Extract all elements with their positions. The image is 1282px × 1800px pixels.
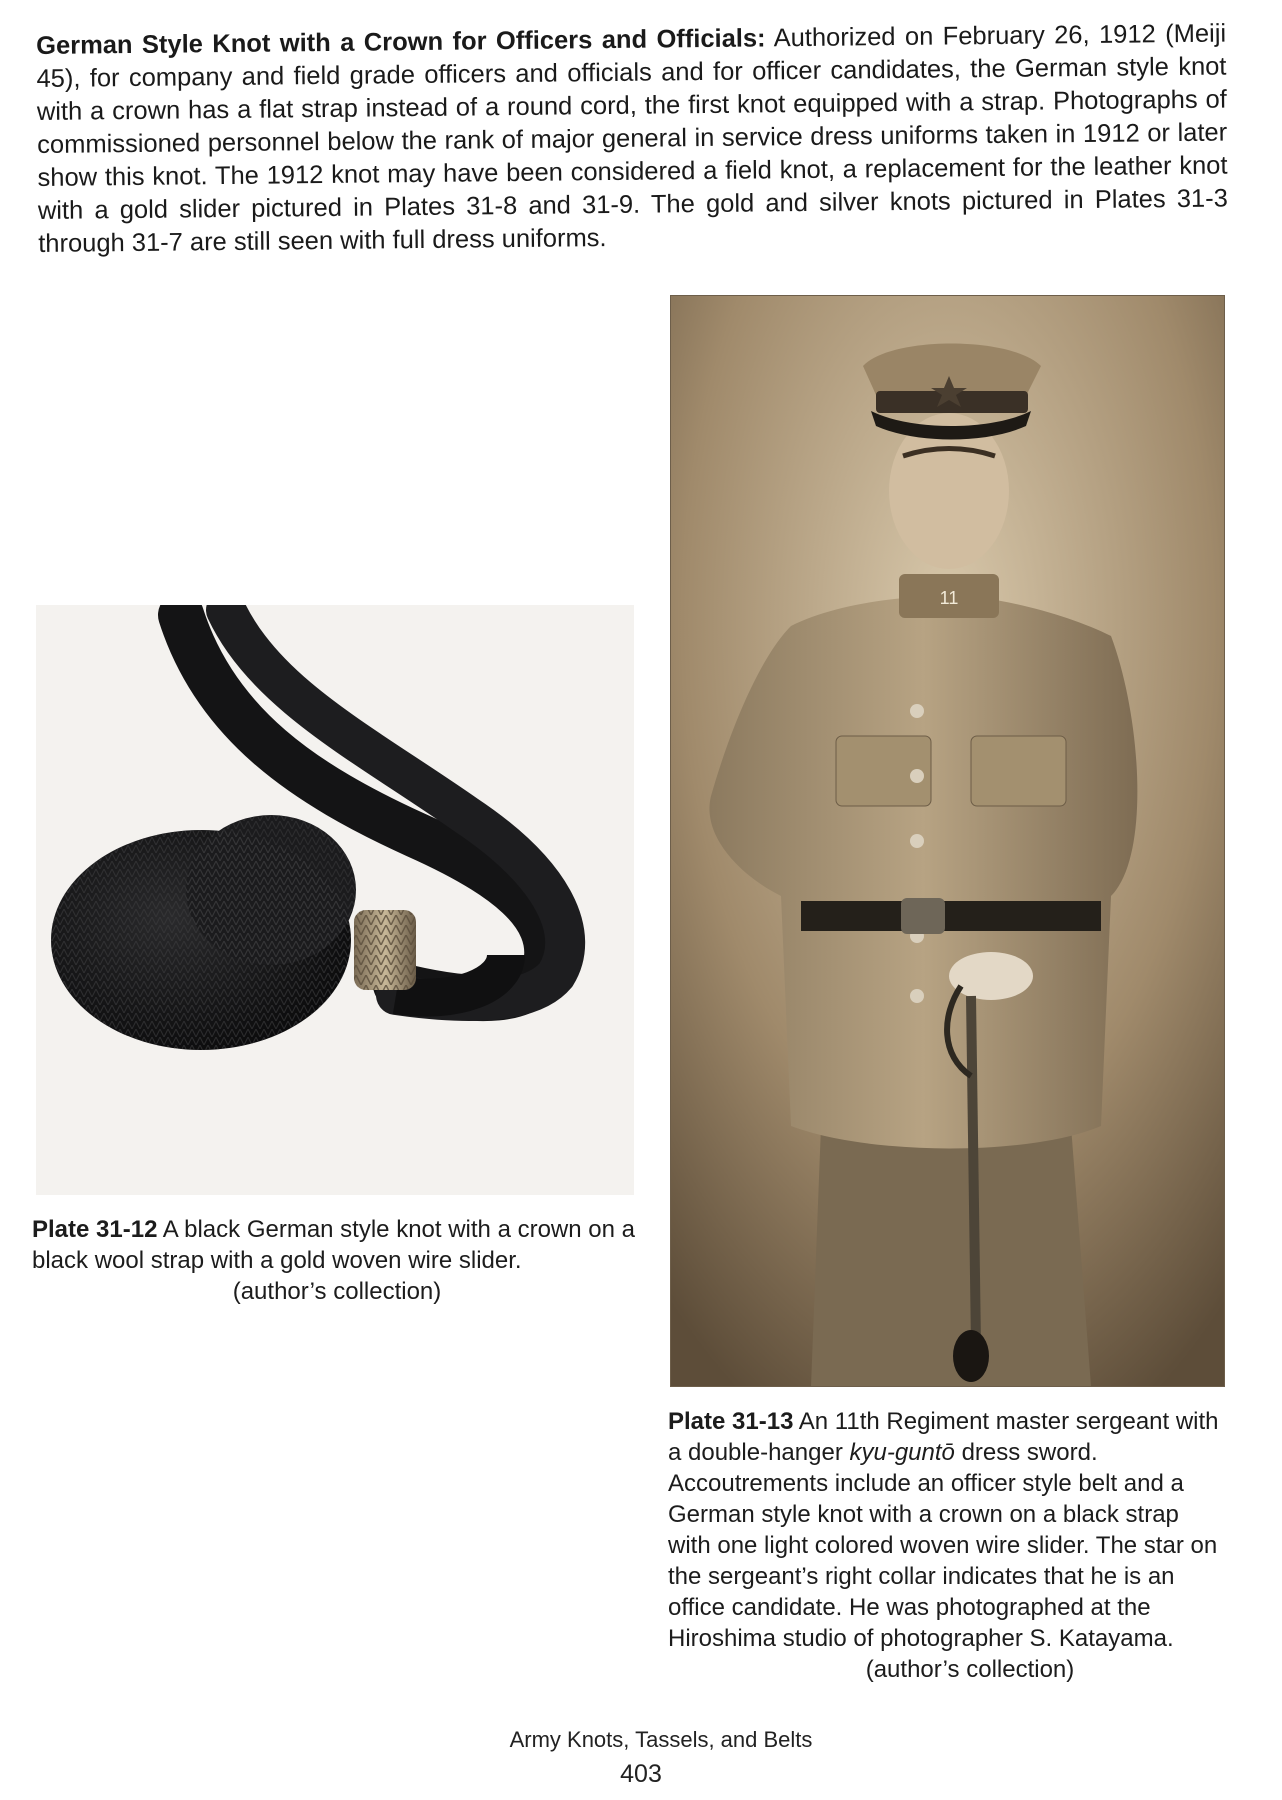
intro-paragraph [36,18,1228,261]
intro-text: Authorized on February 26, 1912 (Meiji 45), for company and field grade officers and officials and for officer candidates, the German style knot with a crown has a flat strap instead of a round cord, the first knot equipped with a strap. Photographs of commissioned personnel below the rank of major general in service dress uniforms taken in 1912 or later show this knot. The 1912 knot may have been considered a field knot, a replacement for the leather knot with a gold slider pictured in Plates 31-8 and 31-9. The gold and silver knots pictured in Plates 31-3 through 31-7 are still seen with full dress uniforms. [36,19,1228,258]
plate-31-13-italic-term: kyu-guntō [849,1439,955,1466]
plate-31-12-text: A black German style knot with a crown on a black wool strap with a gold woven wire slider. [32,1216,635,1274]
plate-31-13-caption [668,1406,1228,1685]
plate-31-13-label: Plate 31-13 [668,1408,794,1435]
plate-31-12-credit: (author’s collection) [232,1278,442,1305]
plate-31-12-label: Plate 31-12 [32,1216,158,1243]
collar-number: 11 [939,588,959,608]
plate-31-13-text-before: An 11th Regiment master sergeant with a double-hanger [668,1408,1219,1466]
plate-31-13-text-after: dress sword. Accoutrements include an officer style belt and a German style knot with a crown on a black strap with one light colored woven wire slider. The star on the sergeant’s right collar indicates that he is an office candidate. He was photographed at the Hiroshima studio of photographer S. Katayama. [668,1439,1218,1652]
page-number: 403 [620,1760,662,1788]
plate-31-13-credit: (author’s collection) [865,1656,1075,1683]
plate-31-12-image [36,605,634,1195]
plate-31-12-caption [32,1214,642,1307]
footer-book-title: Army Knots, Tassels, and Belts [509,1727,813,1752]
plate-31-13-photograph [670,295,1225,1387]
intro-heading: German Style Knot with a Crown for Officers and Officials: [36,24,766,60]
